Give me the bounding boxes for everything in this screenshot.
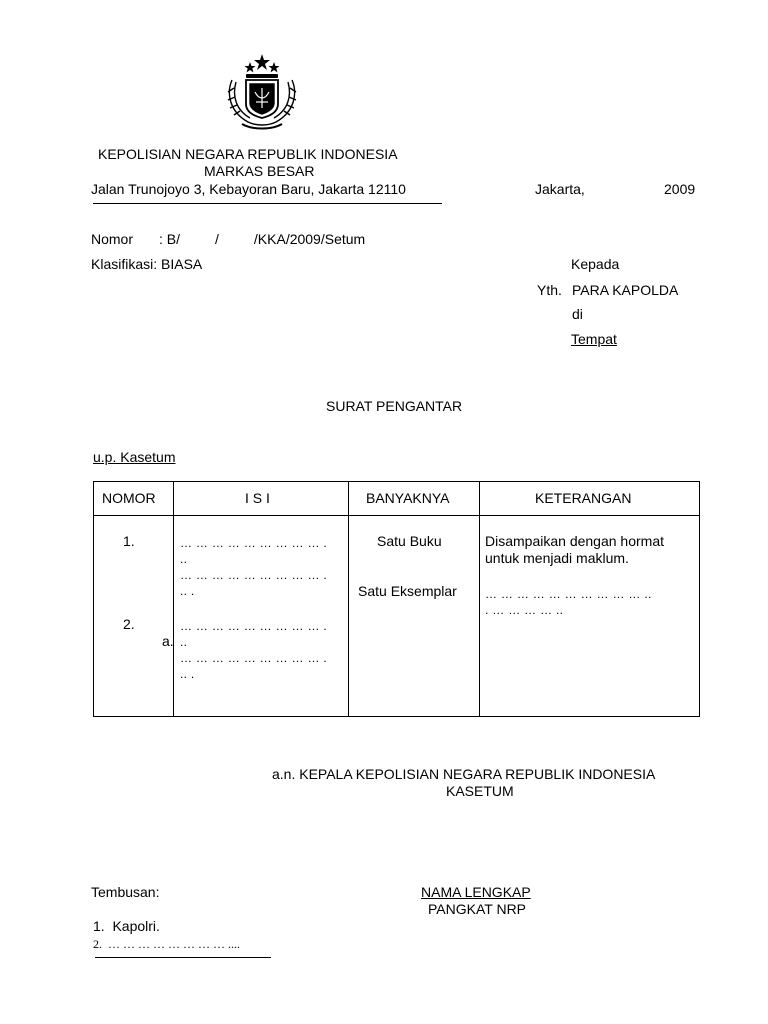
qty-text: Satu Eksemplar (358, 583, 457, 599)
tembusan-label: Tembusan: (91, 884, 160, 900)
polri-emblem-icon (220, 52, 304, 130)
header-banyaknya: BANYAKNYA (366, 490, 450, 506)
kepada: Kepada (571, 256, 620, 272)
di: di (572, 306, 583, 322)
keterangan-text: … … … … … … … … … … .. (485, 587, 652, 601)
contents-table (93, 481, 700, 717)
header-isi: I S I (245, 490, 270, 506)
unit-name: MARKAS BESAR (204, 163, 315, 179)
signature-on-behalf: a.n. KEPALA KEPOLISIAN NEGARA REPUBLIK INDONESIA (272, 766, 656, 782)
header-keterangan: KETERANGAN (535, 490, 632, 506)
signature-position: KASETUM (446, 783, 514, 799)
header-underline (93, 203, 442, 204)
isi-text: .. . (180, 667, 195, 681)
isi-text: .. (180, 635, 188, 649)
up-kasetum: u.p. Kasetum (93, 449, 176, 465)
nomor-label: Nomor (91, 231, 134, 247)
isi-text: … … … … … … … … … . (180, 651, 328, 665)
tembusan-item: 2. … … … … … … … … .... (93, 937, 240, 951)
letter-title: SURAT PENGANTAR (326, 398, 463, 414)
address: Jalan Trunojoyo 3, Kebayoran Baru, Jakarta 12110 (91, 181, 406, 197)
header-nomor: NOMOR (102, 490, 156, 506)
row-number: 2. (123, 616, 135, 632)
keterangan-text: . … … … … .. (485, 603, 564, 617)
tempat: Tempat (571, 331, 617, 347)
row-subnumber: a. (162, 633, 174, 649)
isi-text: .. (180, 552, 188, 566)
date-place: Jakarta, (535, 181, 585, 197)
isi-text: … … … … … … … … … . (180, 568, 328, 582)
recipient-name: PARA KAPOLDA (572, 282, 679, 298)
tembusan-item: 1. Kapolri. (93, 918, 160, 934)
isi-text: … … … … … … … … … . (180, 536, 328, 550)
isi-text: … … … … … … … … … . (180, 619, 328, 633)
klasifikasi: Klasifikasi: BIASA (91, 256, 203, 272)
keterangan-text: untuk menjadi maklum. (485, 550, 629, 566)
date-year: 2009 (664, 181, 696, 197)
signature-name: NAMA LENGKAP (421, 884, 531, 900)
tembusan-underline (95, 957, 271, 958)
nomor-value: : B/ / /KKA/2009/Setum (159, 231, 366, 247)
signature-rank: PANGKAT NRP (428, 901, 527, 917)
keterangan-text: Disampaikan dengan hormat (485, 533, 664, 549)
yth: Yth. (537, 282, 562, 298)
row-number: 1. (123, 533, 135, 549)
isi-text: .. . (180, 584, 195, 598)
qty-text: Satu Buku (377, 533, 442, 549)
org-name: KEPOLISIAN NEGARA REPUBLIK INDONESIA (98, 146, 398, 162)
